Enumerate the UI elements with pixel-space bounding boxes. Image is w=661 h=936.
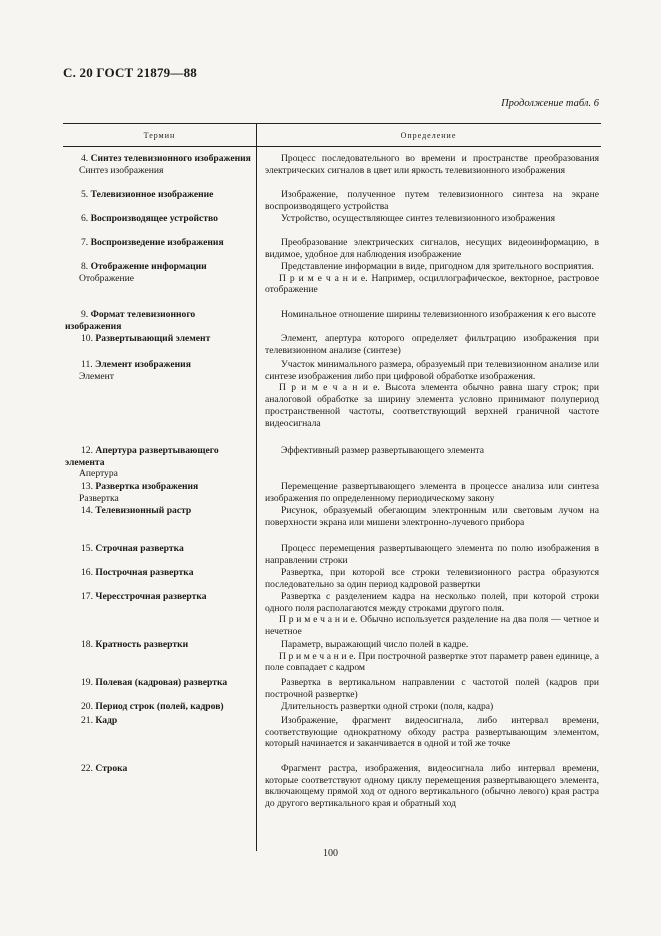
definition-text: Представление информации в виде, пригодном для зрительного восприятия. — [281, 261, 594, 272]
term-number: 16. — [81, 567, 93, 578]
definition-text: Процесс последовательного во времени и пространстве преобразования электрических сигналов в цвет или яркость телевизионного изображения — [265, 153, 599, 176]
definition-note — [265, 614, 599, 637]
definition-text: Изображение, полученное путем телевизионного синтеза на экране воспроизводящего устройства — [265, 189, 599, 212]
definition-text: Развертка с разделением кадра на несколько полей, при которой строки одного поля располагаются между строками другого поля. — [265, 591, 599, 614]
term-cell — [65, 261, 252, 284]
term-synonym: Элемент — [79, 370, 114, 382]
term-name: Строчная развертка — [95, 543, 184, 554]
term-cell — [65, 543, 252, 555]
definition-cell — [265, 701, 599, 713]
term-cell — [65, 237, 252, 249]
definition-cell — [265, 261, 599, 296]
term-number: 10. — [81, 333, 93, 344]
term-number: 19. — [81, 677, 93, 688]
note-text: Обычно используется разделение на два поля — четное и нечетное — [265, 614, 599, 638]
term-cell — [65, 701, 252, 713]
note-label: П р и м е ч а н и е. — [279, 650, 356, 662]
term-synonym: Апертура — [79, 468, 118, 480]
term-name: Развертывающий элемент — [95, 333, 211, 344]
term-number: 20. — [81, 701, 93, 712]
term-number: 21. — [81, 715, 93, 726]
definition-cell — [265, 763, 599, 810]
term-number: 7. — [81, 237, 89, 248]
definition-text: Параметр, выражающий число полей в кадре. — [281, 639, 469, 650]
definition-text: Элемент, апертура которого определяет фильтрацию изображения при телевизионном анализе (синтезе) — [265, 333, 599, 356]
definition-cell — [265, 189, 599, 212]
definition-cell — [265, 639, 599, 674]
term-cell — [65, 677, 252, 689]
definition-cell — [265, 567, 599, 590]
definition-note — [265, 651, 599, 674]
page-header: С. 20 ГОСТ 21879—88 — [63, 65, 197, 80]
term-cell — [65, 333, 252, 345]
terms-table — [63, 123, 601, 851]
term-cell — [65, 359, 252, 382]
term-number: 13. — [81, 481, 93, 492]
definition-text: Участок минимального размера, образуемый при телевизионном анализе или синтезе изображения либо при цифровой обработке изображения. — [265, 359, 599, 382]
term-number: 18. — [81, 639, 93, 650]
note-text: Например, осциллографическое, векторное, растровое отображение — [265, 272, 599, 296]
table-continuation-label: Продолжение табл. 6 — [501, 98, 599, 109]
term-cell — [65, 639, 252, 651]
definition-text: Перемещение развертывающего элемента в процессе анализа или синтеза изображения по определенному периодическому закону — [265, 481, 599, 504]
definition-text: Развертка, при которой все строки телевизионного растра образуются последовательно за один период кадровой развертки — [265, 567, 599, 590]
term-cell — [65, 505, 252, 517]
term-name: Период строк (полей, кадров) — [95, 701, 224, 712]
term-cell — [65, 153, 252, 176]
term-number: 15. — [81, 543, 93, 554]
definition-text: Эффективный размер развертывающего элемента — [281, 445, 484, 456]
term-synonym: Отображение — [79, 272, 135, 284]
definition-cell — [265, 309, 599, 321]
term-cell — [65, 715, 252, 727]
definition-cell — [265, 677, 599, 700]
term-name: Отображение информации — [90, 261, 207, 272]
term-name: Элемент изображения — [95, 359, 191, 370]
term-name: Строка — [95, 763, 128, 774]
term-name: Полевая (кадровая) развертка — [95, 677, 228, 688]
term-name: Формат телевизионного изображения — [65, 309, 196, 332]
term-number: 6. — [81, 213, 89, 224]
term-number: 4. — [81, 153, 89, 164]
term-cell — [65, 189, 252, 201]
definition-text: Длительность развертки одной строки (поля, кадра) — [281, 701, 494, 712]
term-name: Воспроизводящее устройство — [90, 213, 218, 224]
term-name: Телевизионное изображение — [90, 189, 214, 200]
table-header-rule — [63, 146, 601, 147]
definition-cell — [265, 153, 599, 176]
term-cell — [65, 309, 252, 332]
definition-cell — [265, 505, 599, 528]
term-number: 12. — [81, 445, 93, 456]
column-header-definition: Определение — [400, 131, 457, 140]
term-cell — [65, 445, 252, 480]
definition-text: Устройство, осуществляющее синтез телевизионного изображения — [281, 213, 555, 224]
term-name: Воспроизведение изображения — [90, 237, 224, 248]
definition-text: Номинальное отношение ширины телевизионного изображения к его высоте — [281, 309, 596, 320]
definition-cell — [265, 481, 599, 504]
note-label: П р и м е ч а н и е. — [279, 614, 358, 626]
note-text: При построчной развертке этот параметр равен единице, а поле совпадает с кадром — [265, 650, 599, 674]
term-name: Развертка изображения — [95, 481, 199, 492]
definition-cell — [265, 591, 599, 638]
term-number: 17. — [81, 591, 93, 602]
term-number: 22. — [81, 763, 93, 774]
definition-cell — [265, 237, 599, 260]
term-cell — [65, 481, 252, 504]
term-synonym: Синтез изображения — [79, 164, 164, 176]
term-name: Синтез телевизионного изображения — [90, 153, 251, 164]
note-text: Высота элемента обычно равна шагу строк; при аналоговой обработке за ширину элемента условно принимают полупериод пространственной частоты, соответствующий верхней граничной частоте видеосигнала — [265, 382, 599, 429]
term-number: 14. — [81, 505, 93, 516]
definition-cell — [265, 333, 599, 356]
term-name: Кадр — [95, 715, 118, 726]
term-name: Кратность развертки — [95, 639, 189, 650]
table-column-divider — [256, 123, 257, 851]
table-top-rule — [63, 123, 601, 124]
definition-cell — [265, 213, 599, 225]
definition-cell — [265, 445, 599, 457]
note-label: П р и м е ч а н и е. — [279, 382, 380, 394]
term-cell — [65, 213, 252, 225]
definition-note — [265, 382, 599, 429]
note-label: П р и м е ч а н и е. — [279, 272, 368, 284]
page-number: 100 — [323, 848, 338, 859]
definition-text: Изображение, фрагмент видеосигнала, либо интервал времени, соответствующие однократному обходу растра развертывающим элементом, который начинается и заканчивается в одной и той же точке — [265, 715, 599, 750]
term-cell — [65, 763, 252, 775]
definition-text: Преобразование электрических сигналов, несущих видеоинформацию, в видимое, удобное для наблюдения изображение — [265, 237, 599, 260]
term-name: Построчная развертка — [95, 567, 194, 578]
definition-cell — [265, 543, 599, 566]
column-header-term: Термин — [143, 131, 176, 140]
term-synonym: Развертка — [79, 492, 119, 504]
term-name: Телевизионный растр — [95, 505, 192, 516]
definition-text: Рисунок, образуемый обегающим электронным или световым лучом на поверхности экрана или мишени электронно-лучевого прибора — [265, 505, 599, 528]
term-name: Апертура развертывающего элемента — [65, 445, 219, 468]
definition-note — [265, 273, 599, 296]
definition-text: Процесс перемещения развертывающего элемента по полю изображения в направлении строки — [265, 543, 599, 566]
term-number: 11. — [81, 359, 93, 370]
term-number: 9. — [81, 309, 89, 320]
term-number: 8. — [81, 261, 89, 272]
term-name: Чересстрочная развертка — [95, 591, 207, 602]
definition-cell — [265, 359, 599, 429]
term-cell — [65, 567, 252, 579]
definition-cell — [265, 715, 599, 750]
term-cell — [65, 591, 252, 603]
definition-text: Развертка в вертикальном направлении с частотой полей (кадров при построчной развертке) — [265, 677, 599, 700]
definition-text: Фрагмент растра, изображения, видеосигнала либо интервал времени, которые соответствуют одному циклу перемещения развертывающего элемента, включающему прямой ход от одного вертикального (обычно левого) края растра до другого вертикального края и обратный ход — [265, 763, 599, 810]
term-number: 5. — [81, 189, 89, 200]
